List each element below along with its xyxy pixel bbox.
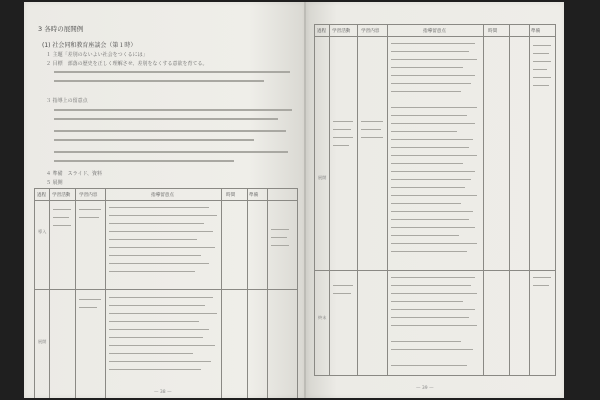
table-header: 指導留意点 bbox=[151, 193, 174, 198]
table-header: 過程 bbox=[37, 193, 47, 198]
text-line: １ 主題「差別のないよい社会をつくるには」 bbox=[46, 52, 148, 58]
text-line: ３ 指導上の留意点 bbox=[46, 98, 88, 104]
table-header: 指導留意点 bbox=[423, 29, 446, 34]
stage-label: 展開 bbox=[38, 339, 47, 344]
table-header: 準備 bbox=[249, 193, 259, 198]
section-subtitle: (1) 社会同和教育座談会（第１時） bbox=[42, 42, 137, 49]
lesson-table bbox=[34, 188, 298, 398]
stage-label: 導入 bbox=[38, 229, 47, 234]
table-header: 過程 bbox=[317, 29, 327, 34]
table-header: 学習内容 bbox=[361, 29, 380, 34]
table-header: 学習活動 bbox=[52, 193, 71, 198]
table-header: 準備 bbox=[531, 29, 541, 34]
left-page bbox=[24, 2, 306, 398]
right-page bbox=[306, 2, 564, 398]
page-number: — 39 — bbox=[416, 386, 434, 391]
text-line: ４ 準備 スライド、資料 bbox=[46, 171, 102, 177]
stage-label: 展開 bbox=[318, 175, 327, 180]
open-book bbox=[4, 2, 596, 400]
table-header: 学習活動 bbox=[332, 29, 351, 34]
table-header: 時間 bbox=[488, 29, 498, 34]
text-line: ５ 展開 bbox=[46, 180, 63, 186]
stage-label: 終末 bbox=[318, 315, 327, 320]
table-header: 学習内容 bbox=[79, 193, 98, 198]
lesson-table bbox=[314, 24, 556, 376]
text-line: ２ 目標 部落の歴史を正しく理解させ、差別をなくする意欲を育てる。 bbox=[46, 61, 208, 67]
section-title: 3 各時の展開例 bbox=[38, 25, 84, 33]
table-header: 時間 bbox=[226, 193, 236, 198]
page-number: — 38 — bbox=[154, 390, 172, 395]
